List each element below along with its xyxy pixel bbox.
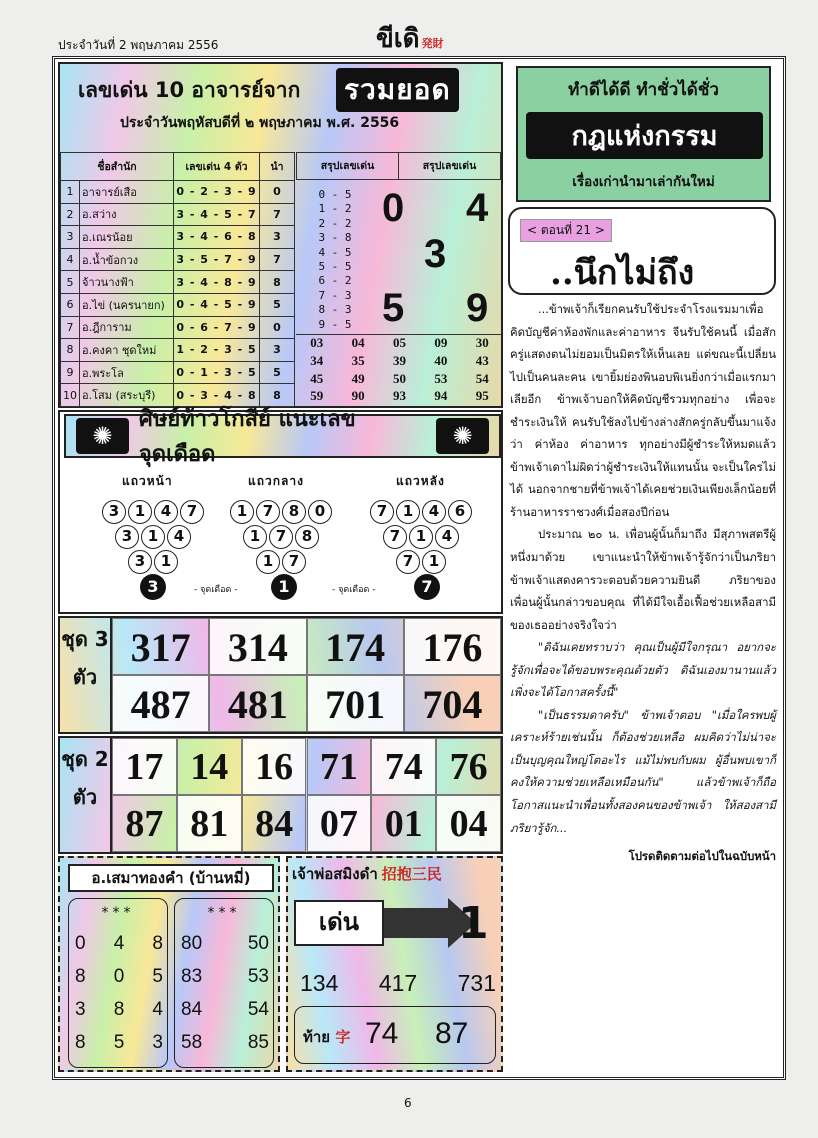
tail-number: 87 [435,1017,469,1050]
lead-digit: 8 [260,384,295,407]
story-paragraph: "ดิฉันเคยทราบว่า คุณเป็นผู้มีใจกรุณา อยากจะรู้จักเพื่อจะได้ขอบพระคุณด้วยตัว ดิฉันเองมานานแล้ว เพิ่งจะได้โอกาสครั้งนี้" [510,640,776,700]
number-cell: 481 [209,675,306,732]
top-title: เลขเด่น 10 อาจารย์จาก [78,78,301,102]
number-value: 3 [75,999,86,1020]
number-value: 53 [247,966,269,987]
office-name: อ.น้ำข้อกวง [80,248,174,271]
story-text [510,298,776,868]
number-ball: 7 [282,550,306,574]
office-name: อ.เณรน้อย [80,226,174,249]
sema-title: อ.เสมาทองคำ (บ้านหมี่) [68,864,274,892]
sema-right-box [174,898,274,1068]
table-row [61,339,295,362]
table-row [61,271,295,294]
number-cell: 314 [209,618,306,675]
stars-decoration: *** [207,905,241,921]
number-ball: 1 [256,550,280,574]
number-ball: 1 [409,525,433,549]
number-value: 8 [75,1032,86,1053]
hot-numbers-section [58,407,503,614]
lead-numbers: 0 - 4 - 5 - 9 [174,293,260,316]
number-cell: 487 [112,675,209,732]
office-name: อาจารย์เสือ [80,181,174,204]
summary-number: 05 [392,335,406,350]
row-number: 7 [61,316,80,339]
number-ball: 3 [115,525,139,549]
chao-pho-title [292,862,442,886]
number-value: 5 [152,966,163,987]
episode-badge: < ตอนที่ 21 > [520,219,612,242]
pair-item: 3 - 8 [318,231,352,245]
number-cell: 16 [242,738,307,795]
pair-item: 6 - 2 [318,274,352,288]
number-cell: 84 [242,795,307,852]
number-cell: 71 [307,738,372,795]
summary-number: 30 [475,335,489,350]
number-value: 8 [75,966,86,987]
title-thai: เจ้าพ่อสมิงดำ [292,865,378,883]
lead-numbers: 3 - 4 - 6 - 8 [174,226,260,249]
episode-title: ..นึกไม่ถึง [550,253,695,293]
number-ball: 1 [396,500,420,524]
summary-number: 39 [392,352,406,368]
number-ball: 6 [448,500,472,524]
number-cell: 704 [404,675,501,732]
office-name: อ.สว่าง [80,203,174,226]
table-row [61,203,295,226]
three-digit-row [300,970,496,997]
office-name: อ.ไข่ (นครนายก) [80,293,174,316]
number-cell: 04 [436,795,501,852]
arrow-right-icon [384,908,454,938]
number-value: 83 [181,966,203,987]
number-value: 58 [181,1032,203,1053]
number-cell: 17 [112,738,177,795]
number-row [181,1032,269,1054]
number-ball: 7 [383,525,407,549]
office-name: อ.ฎีการาม [80,316,174,339]
summary-number: 90 [351,388,365,404]
summary-number: 43 [475,352,489,368]
number-ball: 4 [422,500,446,524]
hot-mid-ball: 1 [271,574,297,600]
lead-numbers: 3 - 5 - 7 - 9 [174,248,260,271]
top-numbers-box [58,62,503,408]
number-ball: 1 [230,500,254,524]
hot-label: - จุดเดือด - [332,585,376,595]
sema-left-box [68,898,168,1068]
three-digit-number: 417 [378,970,418,996]
den-label: เด่น [294,900,384,946]
two-digit-grid [58,736,503,854]
summary-number: 03 [310,335,324,350]
lead-digit: 7 [260,248,295,271]
title-chinese: 招抱三民 [381,865,442,883]
summary-col-2: สรุปเลขเด่น [422,160,477,172]
number-ball: 8 [295,525,319,549]
newspaper-logo [376,18,444,59]
number-row [181,966,269,988]
front-row-label: แถวหน้า [122,474,173,488]
lead-digit: 0 [260,316,295,339]
pair-item: 8 - 3 [318,303,352,317]
row-number: 9 [61,361,80,384]
back-row-label: แถวหลัง [396,474,445,488]
office-name: อ.โสม (สระบุรี) [80,384,174,407]
table-row [61,248,295,271]
number-ball: 4 [167,525,191,549]
lead-numbers: 0 - 2 - 3 - 9 [174,181,260,204]
table-row [61,361,295,384]
story-tagline: เรื่องเก่านำมาเล่ากันใหม่ [572,174,715,190]
pair-item: 2 - 2 [318,216,352,230]
hot-label: - จุดเดือด - [194,585,238,595]
tail-label-chinese: 字 [335,1028,351,1046]
number-cell: 01 [371,795,436,852]
number-value: 8 [113,999,125,1020]
summary-number-grid [296,334,503,406]
summary-header [296,152,501,180]
pair-item: 9 - 5 [318,317,352,331]
summary-number: 59 [310,388,324,404]
story-slogan: ทำดีได้ดี ทำชั่วได้ชั่ว [568,80,719,100]
number-ball: 1 [154,550,178,574]
lead-digit: 8 [260,271,295,294]
lead-digit: 0 [260,181,295,204]
row-number: 5 [61,271,80,294]
number-ball: 4 [154,500,178,524]
number-ball: 4 [435,525,459,549]
big-digit: 0 [382,186,405,230]
three-digit-number: 134 [300,970,339,996]
three-digit-grid [58,616,503,734]
number-ball: 7 [256,500,280,524]
lead-numbers: 0 - 1 - 3 - 5 [174,361,260,384]
number-value: 4 [113,933,125,954]
number-value: 0 [75,933,86,954]
story-column-title: กฎแห่งกรรม [526,112,763,159]
summary-number: 40 [434,352,448,368]
col-lead: นำ [260,153,295,181]
lead-digit: 3 [260,339,295,362]
summary-col-1: สรุปเลขเด่น [297,153,399,179]
den-value: 1 [458,898,489,949]
row-number: 1 [61,181,80,204]
episode-box [508,207,776,295]
office-name: อ.พระโล [80,361,174,384]
pair-item: 7 - 3 [318,288,352,302]
office-name: อ.คงคา ชุดใหม่ [80,339,174,362]
logo-chinese: 発財 [421,37,444,50]
number-ball: 1 [128,500,152,524]
summary-number: 45 [310,370,324,386]
number-ball: 7 [269,525,293,549]
summary-number: 09 [434,335,448,350]
tail-box [294,1006,496,1064]
number-value: 3 [152,1032,163,1053]
summary-number: 50 [392,370,406,386]
table-row [61,226,295,249]
number-cell: 317 [112,618,209,675]
number-value: 0 [113,966,125,987]
row-number: 10 [61,384,80,407]
continued-note: โปรดติดตามต่อไปในฉบับหน้า [628,849,776,864]
hot-banner [64,407,501,467]
number-cell: 07 [307,795,372,852]
number-value: 54 [247,999,269,1020]
lead-numbers: 0 - 6 - 7 - 9 [174,316,260,339]
number-ball: 1 [422,550,446,574]
lead-numbers: 0 - 3 - 4 - 8 [174,384,260,407]
tail-number: 74 [365,1017,399,1050]
big-digit: 9 [466,286,489,330]
number-cell: 81 [177,795,242,852]
summary-number: 34 [310,352,324,368]
big-digit: 5 [382,286,405,330]
number-value: 5 [113,1032,125,1053]
number-ball: 3 [102,500,126,524]
hot-back-ball: 7 [414,574,440,600]
number-cell: 87 [112,795,177,852]
mid-row-label: แถวกลาง [248,474,304,488]
summary-number: 04 [351,335,365,350]
grid2-label: ชุด 2 ตัว [60,738,112,852]
number-cell: 701 [307,675,404,732]
number-cell: 176 [404,618,501,675]
pair-item: 0 - 5 [318,188,352,201]
number-row [75,1032,163,1054]
hot-front-ball: 3 [140,574,166,600]
story-paragraph: ...ข้าพเจ้าก็เรียกคนรับใช้ประจำโรงแรมมาเพื่อคิดบัญชีค่าห้องพักและค่าอาหาร จีนรับใช้คนนี้ เมื่อสักครู่แสดงตนไม่ยอมเป็นมิตรให้เห็นเลย แต่ขณะนี้เปลี่ยนไปเป็นคนละคน เขายิ้มย่องพินอบพิเนยิ่งกว่าเมื่อแรกมาเลียอีก ข้าพเจ้าบอกให้คิดบัญชีรวมทุกอย่าง เพื่อจะชำระเงินให้ คนรับใช้ลงไปข้างล่างสักครู่กลับขึ้นมาแจ้งว่า ค่าห้อง ค่าอาหาร ทุกอย่างมีผู้ชำระให้หมดแล้ว ข้าพเจ้าเดาไม่ผิดว่าผู้ชำระเงินให้แทนนั้น จะเป็นใครไม่ได้ นอกจากชายที่ข้าพเจ้าได้เคยช่วยเงินเพียงเล็กน้อยที่ร้านอาหารราชวงศ์เมื่อสองปีก่อน [510,302,776,519]
number-cell: 76 [436,738,501,795]
number-ball: 3 [128,550,152,574]
issue-date: ประจำวันที่ 2 พฤษภาคม 2556 [58,38,219,52]
summary-number: 53 [434,370,448,386]
pairs-list [300,188,370,332]
summary-number: 54 [475,370,489,386]
grid3-label: ชุด 3 ตัว [60,618,112,732]
number-cell: 14 [177,738,242,795]
story-paragraph: "เป็นธรรมดาครับ" ข้าพเจ้าตอบ "เมื่อใครพบผู้เคราะห์ร้ายเช่นนั้น ก็ต้องช่วยเหลือ ผมคิดว่าไม่น่าจะเป็นบุญคุณใหญ่โตอะไร แม้ไม่พบกับผม ผู้อื่นพบเขาก็คงให้ความช่วยเหลือเหมือนกัน" แล้วข้าพเจ้าก็ถือโอกาสแนะนำเพื่อนทั้งสองคนของข้าพเจ้า ให้สองสามีภริยารู้จัก... [510,707,776,835]
chao-pho-box [286,856,503,1072]
row-number: 4 [61,248,80,271]
summary-number: 49 [351,370,365,386]
row-number: 2 [61,203,80,226]
col-nums: เลขเด่น 4 ตัว [174,153,260,181]
office-name: จ้าวนางฟ้า [80,271,174,294]
number-ball: 7 [396,550,420,574]
lead-numbers: 3 - 4 - 8 - 9 [174,271,260,294]
row-number: 3 [61,226,80,249]
table-row [61,293,295,316]
number-row [181,933,269,955]
number-ball: 7 [180,500,204,524]
tail-label [303,1025,350,1049]
starburst-icon: ✺ [436,418,489,454]
lead-numbers: 1 - 2 - 3 - 5 [174,339,260,362]
three-digit-number: 731 [457,970,496,996]
pair-item: 5 - 5 [318,260,352,274]
masters-table [60,152,295,407]
number-ball: 1 [243,525,267,549]
lead-digit: 5 [260,293,295,316]
number-value: 4 [152,999,163,1020]
number-value: 8 [152,933,163,954]
number-ball: 1 [141,525,165,549]
big-digit: 3 [424,232,447,276]
number-ball: 7 [370,500,394,524]
summary-number: 93 [392,388,406,404]
story-header [516,66,771,202]
number-value: 80 [181,933,203,954]
lead-digit: 7 [260,203,295,226]
tail-label-thai: ท้าย [303,1028,331,1046]
lead-numbers: 3 - 4 - 5 - 7 [174,203,260,226]
number-row [75,966,163,988]
number-row [75,933,163,955]
row-number: 8 [61,339,80,362]
page-number: 6 [404,1096,412,1110]
top-subtitle: ประจำวันพฤหัสบดีที่ ๒ พฤษภาคม พ.ศ. 2556 [120,115,400,131]
lead-digit: 5 [260,361,295,384]
stars-decoration: *** [101,905,135,921]
number-value: 84 [181,999,203,1020]
logo-text: ขีเดิ [376,24,420,54]
brand-logo: รวมยอด [336,68,459,112]
starburst-icon: ✺ [76,418,129,454]
number-cell: 74 [371,738,436,795]
table-row [61,316,295,339]
story-paragraph: ประมาณ ๒๐ น. เพื่อนผู้นั้นก็มาถึง มีสุภาพสตรีผู้หนึ่งมาด้วย เขาแนะนำให้ข้าพเจ้ารู้จักว่าเป็นภริยา ข้าพเจ้าแสดงคารวะตอบด้วยความยินดี ภริยาของเพื่อนผู้นั้นกล่าวขอบคุณ ที่ได้มีใจเอื้อเฟื้อช่วยเหลือสามีของเธออย่างจริงใจว่า [510,527,776,632]
table-row [61,181,295,204]
pair-item: 4 - 5 [318,245,352,259]
number-cell: 174 [307,618,404,675]
row-number: 6 [61,293,80,316]
col-office: ชื่อสำนัก [61,153,174,181]
sema-thongkham-box [58,856,280,1072]
number-row [75,999,163,1021]
summary-number: 94 [434,388,448,404]
number-value: 85 [247,1032,269,1053]
number-ball: 8 [282,500,306,524]
number-row [181,999,269,1021]
banner-title: ศิษย์ท้าวโกสีย์ แนะเลขจุดเดือด [138,407,356,467]
summary-number: 95 [475,388,489,404]
pair-item: 1 - 2 [318,202,352,216]
number-ball: 0 [308,500,332,524]
lead-digit: 3 [260,226,295,249]
number-value: 50 [247,933,269,954]
summary-number: 35 [351,352,365,368]
table-header-row [61,153,295,181]
big-digit: 4 [466,186,489,230]
